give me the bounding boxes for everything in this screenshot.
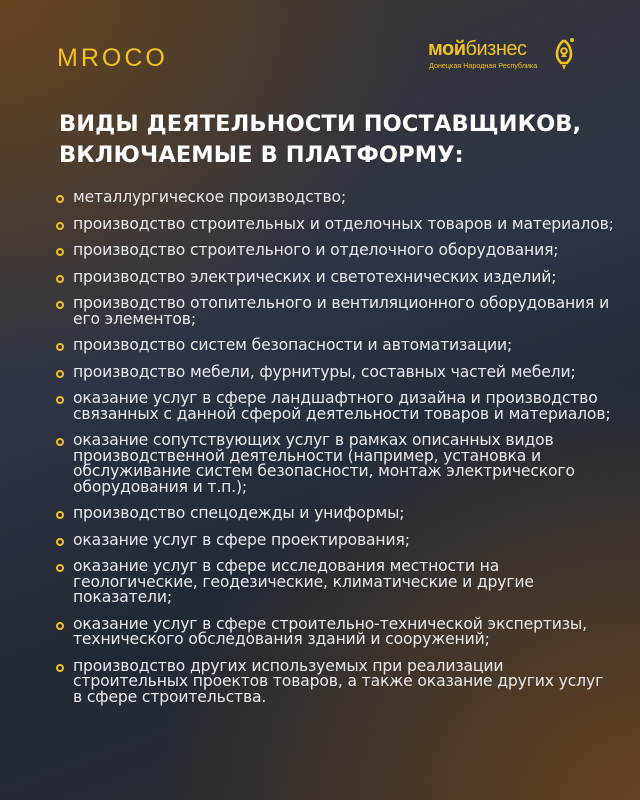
circle-bullet-icon — [56, 622, 64, 630]
list-item-text: производство других используемых при реализации строительных проектов товаров, а также оказание других услуг в сфере строительства. — [73, 656, 604, 706]
circle-bullet-icon — [56, 664, 64, 672]
list-item — [56, 506, 616, 522]
list-item — [56, 391, 616, 422]
circle-bullet-icon — [56, 343, 64, 351]
list-item — [56, 362, 616, 381]
title-line-2: ВКЛЮЧАЕМЫЕ В ПЛАТФОРМУ: — [59, 142, 464, 168]
list-item-text: оказание услуг в сфере проектирования; — [73, 530, 410, 549]
list-item — [56, 243, 616, 259]
list-item — [56, 530, 616, 549]
mroco-logo: MROCO — [57, 44, 168, 72]
list-item-text: оказание услуг в сфере исследования местности на геологические, геодезические, климатические и другие показатели; — [73, 557, 534, 606]
moy-biznes-title — [428, 38, 527, 61]
list-item-text: оказание услуг в сфере строительно-технической экспертизы, технического обследования зданий и сооружений; — [73, 614, 587, 648]
circle-bullet-icon — [56, 248, 64, 256]
circle-bullet-icon — [56, 396, 64, 404]
circle-bullet-icon — [56, 301, 64, 309]
list-item — [56, 614, 616, 648]
circle-bullet-icon — [56, 538, 64, 546]
list-item — [56, 267, 616, 286]
list-item — [56, 338, 616, 354]
list-item-text: производство строительного и отделочного оборудования; — [73, 241, 559, 259]
title-line-1: ВИДЫ ДЕЯТЕЛЬНОСТИ ПОСТАВЩИКОВ, — [59, 111, 582, 137]
list-item — [56, 656, 616, 706]
list-item — [56, 190, 616, 206]
circle-bullet-icon — [56, 370, 64, 378]
list-item — [56, 296, 616, 327]
logo-title-regular: бизнес — [465, 38, 527, 60]
list-item-text: производство отопительного и вентиляционного оборудования и его элементов; — [73, 294, 610, 328]
list-item-text: производство строительных и отделочных товаров и материалов; — [73, 214, 614, 233]
circle-bullet-icon — [56, 275, 64, 283]
activity-list — [56, 190, 616, 716]
rocket-pin-icon — [554, 37, 576, 75]
logo-title-bold: мой — [428, 38, 466, 60]
list-item — [56, 559, 616, 606]
list-item-text: производство мебели, фурнитуры, составных частей мебели; — [73, 362, 576, 381]
moy-biznes-logo — [428, 38, 588, 78]
circle-bullet-icon — [56, 222, 64, 230]
list-item-text: оказание услуг в сфере ландшафтного дизайна и производство связанных с данной сферой деятельности товаров и материалов; — [73, 389, 611, 423]
page-title — [59, 109, 619, 171]
list-item-text: производство систем безопасности и автоматизации; — [73, 336, 513, 354]
circle-bullet-icon — [56, 511, 64, 519]
circle-bullet-icon — [56, 564, 64, 572]
list-item-text: металлургическое производство; — [73, 188, 346, 206]
list-item-text: оказание сопутствующих услуг в рамках описанных видов производственной деятельности (например, установка и обслуживание систем безопасности, монтаж электрического оборудования и т.п.); — [73, 431, 575, 496]
logo-subtitle: Донецкая Народная Республика — [429, 61, 538, 70]
circle-bullet-icon — [56, 195, 64, 203]
list-item — [56, 214, 616, 233]
list-item-text: производство электрических и светотехнических изделий; — [73, 267, 557, 286]
list-item-text: производство спецодежды и униформы; — [73, 504, 405, 522]
list-item — [56, 433, 616, 495]
circle-bullet-icon — [56, 438, 64, 446]
